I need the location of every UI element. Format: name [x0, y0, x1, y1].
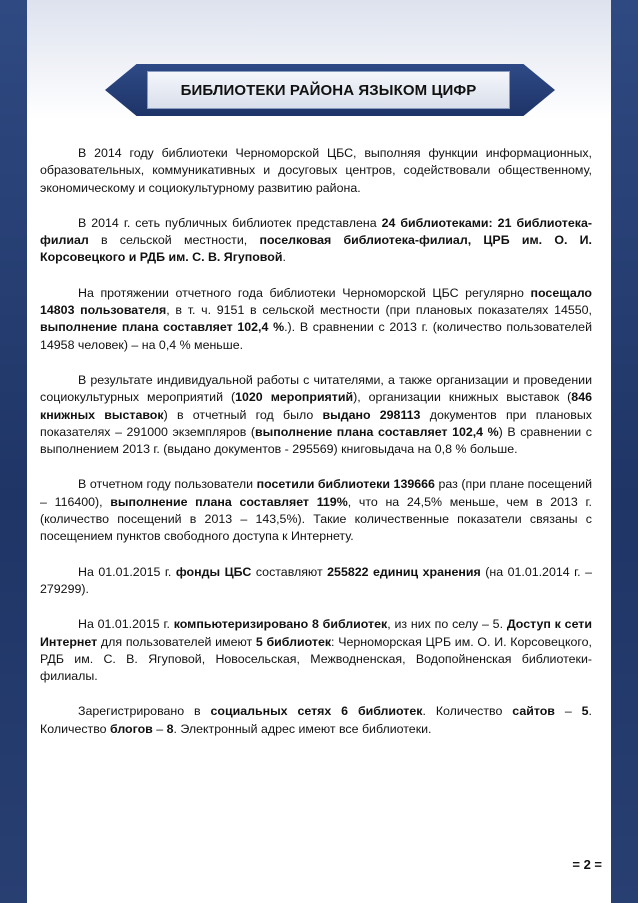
- paragraph: [40, 616, 592, 685]
- title-plate: [147, 71, 510, 109]
- bold-text: 846 книжных выставок: [40, 390, 592, 422]
- text-run: –: [152, 721, 167, 736]
- text-run: раз (при плане посещений – 116400),: [40, 477, 593, 509]
- text-run: , из них по селу – 5.: [387, 617, 507, 632]
- bold-text: Доступ к сети Интернет: [40, 617, 592, 649]
- text-run: , что на 24,5% меньше, чем в 2013 г. (количество посещений в 2013 – 143,5%). Такие количественные показатели связаны с посещением пунктов свободного доступа к Интернету.: [40, 494, 592, 544]
- bold-text: выполнение плана составляет 102,4 %: [255, 424, 499, 439]
- document-body: [40, 145, 592, 756]
- text-run: На 01.01.2015 г.: [78, 617, 174, 632]
- text-run: .). В сравнении с 2013 г. (количество пользователей 14958 человек) – на 0,4 % меньше.: [40, 320, 592, 352]
- paragraph: [40, 476, 592, 545]
- bold-text: компьютеризировано 8 библиотек: [173, 617, 388, 632]
- bold-text: выдано 298113: [322, 407, 421, 422]
- bold-text: 24 библиотеками: 21 библиотека-филиал: [40, 215, 592, 248]
- text-run: для пользователей имеют: [97, 634, 256, 649]
- bold-text: выполнение плана составляет 119%: [110, 494, 348, 509]
- text-run: . Электронный адрес имеют все библиотеки.: [173, 721, 432, 736]
- page-title: БИБЛИОТЕКИ РАЙОНА ЯЗЫКОМ ЦИФР: [180, 81, 477, 99]
- bold-text: посещало 14803 пользователя: [40, 285, 592, 318]
- bold-text: 5: [581, 704, 589, 719]
- bold-text: поселковая библиотека-филиал, ЦРБ им. О. И. Корсовецкого и РДБ им. С. В. Ягуповой: [40, 233, 592, 265]
- text-run: документов при плановых показателях – 291000 экземпляров (: [40, 407, 592, 439]
- bold-text: 8: [166, 721, 174, 736]
- text-run: (на 01.01.2014 г. – 279299).: [40, 564, 592, 596]
- bold-text: посетили библиотеки 139666: [256, 477, 435, 492]
- bold-text: 1020 мероприятий: [235, 390, 354, 405]
- text-run: В 2014 году библиотеки Черноморской ЦБС, выполняя функции информационных, образовательных, коммуникативных и досуговых центров, содействовали общественному, экономическому и социокультурному развитию района.: [40, 146, 592, 195]
- page-number: = 2 =: [572, 857, 602, 872]
- text-run: В 2014 г. сеть публичных библиотек представлена: [78, 215, 382, 230]
- text-run: В отчетном году пользователи: [78, 477, 257, 492]
- bold-text: 5 библиотек: [255, 634, 332, 649]
- text-run: В результате индивидуальной работы с читателями, а также организации и проведении социокультурных мероприятий (: [40, 372, 592, 405]
- bold-text: блогов: [109, 721, 153, 736]
- text-run: На 01.01.2015 г.: [78, 564, 176, 579]
- text-run: составляют: [251, 564, 328, 579]
- paragraph: [40, 703, 592, 738]
- bold-text: фонды ЦБС: [175, 564, 252, 579]
- text-run: ), организации книжных выставок (: [353, 390, 572, 405]
- paragraph: [40, 564, 592, 599]
- text-run: ) в отчетный год было: [163, 407, 323, 422]
- bold-text: сайтов: [512, 704, 555, 719]
- text-run: Зарегистрировано в: [78, 704, 211, 719]
- text-run: На протяжении отчетного года библиотеки Черноморской ЦБС регулярно: [78, 285, 531, 300]
- text-run: . Количество: [422, 704, 513, 719]
- paragraph: [40, 145, 592, 197]
- text-run: в сельской местности,: [88, 233, 260, 248]
- paragraph: [40, 372, 592, 458]
- bold-text: социальных сетях 6 библиотек: [210, 704, 423, 719]
- text-run: . Количество: [40, 704, 592, 736]
- bold-text: выполнение плана составляет 102,4 %: [40, 320, 285, 335]
- text-run: : Черноморская ЦРБ им. О. И. Корсовецкого, РДБ им. С. В. Ягуповой, Новосельская, Межводненская, Водопойненская библиотеки-филиалы.: [40, 634, 592, 684]
- bold-text: 255822 единиц хранения: [327, 564, 481, 579]
- text-run: .: [282, 250, 286, 265]
- text-run: ) В сравнении с выполнением 2013 г. (выдано документов - 295569) книговыдача на 0,8 % больше.: [40, 424, 592, 457]
- paragraph: [40, 215, 592, 267]
- left-border-stripe: [0, 0, 27, 903]
- paragraph: [40, 285, 592, 354]
- right-border-stripe: [611, 0, 638, 903]
- text-run: –: [554, 704, 582, 719]
- text-run: , в т. ч. 9151 в сельской местности (при плановых показателях 14550,: [166, 303, 592, 318]
